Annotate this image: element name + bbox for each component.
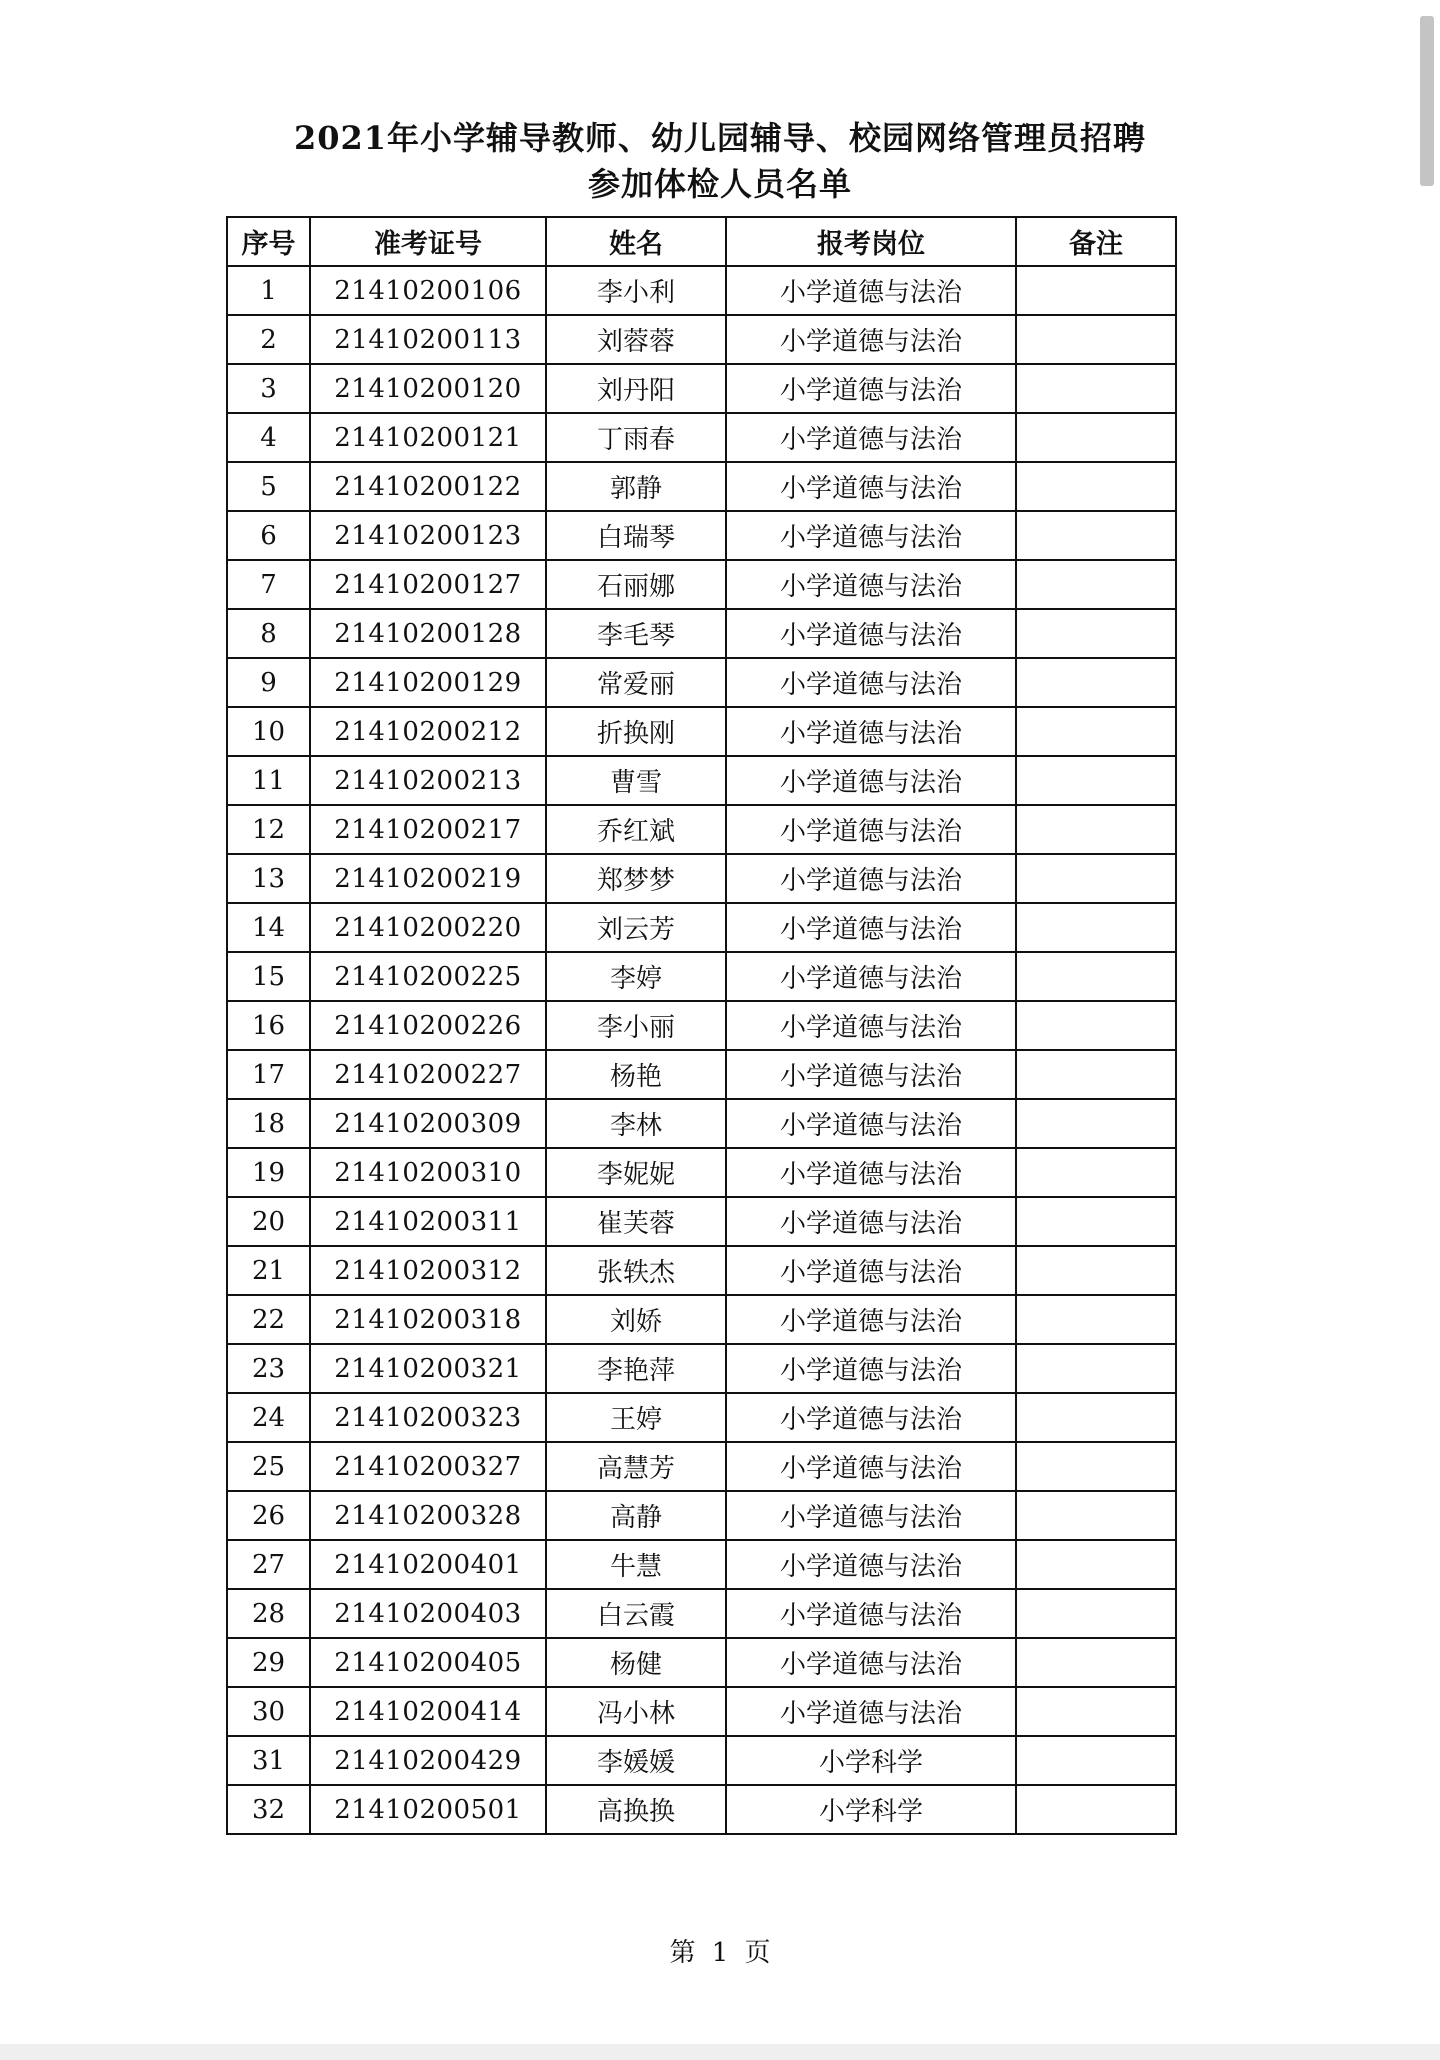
table-row (227, 1246, 1176, 1295)
cell-remarks (1016, 364, 1176, 413)
table-row (227, 1050, 1176, 1099)
cell-index: 4 (227, 413, 310, 462)
table-row (227, 560, 1176, 609)
cell-remarks (1016, 315, 1176, 364)
cell-name: 刘丹阳 (546, 364, 726, 413)
cell-remarks (1016, 266, 1176, 315)
cell-remarks (1016, 1785, 1176, 1834)
cell-name: 白云霞 (546, 1589, 726, 1638)
cell-remarks (1016, 1099, 1176, 1148)
cell-name: 张轶杰 (546, 1246, 726, 1295)
cell-remarks (1016, 609, 1176, 658)
cell-position: 小学道德与法治 (726, 560, 1016, 609)
table-row (227, 609, 1176, 658)
table-row (227, 1148, 1176, 1197)
vertical-scrollbar[interactable] (1420, 16, 1434, 186)
cell-exam-id: 21410200327 (310, 1442, 546, 1491)
table-row (227, 1491, 1176, 1540)
table-row (227, 1442, 1176, 1491)
cell-position: 小学道德与法治 (726, 854, 1016, 903)
cell-exam-id: 21410200127 (310, 560, 546, 609)
cell-index: 7 (227, 560, 310, 609)
cell-exam-id: 21410200219 (310, 854, 546, 903)
cell-position: 小学道德与法治 (726, 707, 1016, 756)
cell-index: 3 (227, 364, 310, 413)
cell-remarks (1016, 413, 1176, 462)
cell-name: 刘娇 (546, 1295, 726, 1344)
cell-remarks (1016, 1589, 1176, 1638)
cell-exam-id: 21410200401 (310, 1540, 546, 1589)
table-header-row (227, 217, 1176, 266)
cell-position: 小学科学 (726, 1736, 1016, 1785)
cell-remarks (1016, 1736, 1176, 1785)
cell-exam-id: 21410200227 (310, 1050, 546, 1099)
cell-position: 小学道德与法治 (726, 658, 1016, 707)
cell-exam-id: 21410200328 (310, 1491, 546, 1540)
cell-index: 15 (227, 952, 310, 1001)
cell-index: 10 (227, 707, 310, 756)
table-row (227, 903, 1176, 952)
cell-name: 李林 (546, 1099, 726, 1148)
cell-remarks (1016, 1638, 1176, 1687)
cell-index: 16 (227, 1001, 310, 1050)
cell-exam-id: 21410200128 (310, 609, 546, 658)
cell-remarks (1016, 805, 1176, 854)
table-row (227, 952, 1176, 1001)
cell-exam-id: 21410200123 (310, 511, 546, 560)
cell-index: 12 (227, 805, 310, 854)
cell-exam-id: 21410200106 (310, 266, 546, 315)
cell-exam-id: 21410200121 (310, 413, 546, 462)
cell-remarks (1016, 462, 1176, 511)
table-row (227, 1589, 1176, 1638)
cell-position: 小学道德与法治 (726, 1099, 1016, 1148)
cell-name: 牛慧 (546, 1540, 726, 1589)
cell-exam-id: 21410200323 (310, 1393, 546, 1442)
header-position: 报考岗位 (726, 217, 1016, 266)
cell-index: 2 (227, 315, 310, 364)
table-row (227, 266, 1176, 315)
cell-exam-id: 21410200318 (310, 1295, 546, 1344)
viewer-bottom-band (0, 2044, 1440, 2060)
cell-position: 小学道德与法治 (726, 1393, 1016, 1442)
cell-remarks (1016, 1246, 1176, 1295)
table-row (227, 1393, 1176, 1442)
cell-exam-id: 21410200309 (310, 1099, 546, 1148)
cell-exam-id: 21410200212 (310, 707, 546, 756)
table-row (227, 1736, 1176, 1785)
table-row (227, 1295, 1176, 1344)
cell-index: 13 (227, 854, 310, 903)
table-row (227, 1099, 1176, 1148)
cell-exam-id: 21410200312 (310, 1246, 546, 1295)
table-row (227, 1344, 1176, 1393)
cell-remarks (1016, 1540, 1176, 1589)
header-name: 姓名 (546, 217, 726, 266)
cell-exam-id: 21410200414 (310, 1687, 546, 1736)
cell-exam-id: 21410200217 (310, 805, 546, 854)
cell-position: 小学道德与法治 (726, 1589, 1016, 1638)
cell-exam-id: 21410200113 (310, 315, 546, 364)
cell-remarks (1016, 1393, 1176, 1442)
cell-exam-id: 21410200122 (310, 462, 546, 511)
cell-remarks (1016, 511, 1176, 560)
document-subtitle: 参加体检人员名单 (587, 165, 852, 203)
cell-index: 8 (227, 609, 310, 658)
table-row (227, 1001, 1176, 1050)
cell-index: 22 (227, 1295, 310, 1344)
cell-position: 小学道德与法治 (726, 511, 1016, 560)
cell-position: 小学道德与法治 (726, 805, 1016, 854)
candidate-table (226, 216, 1177, 1835)
cell-name: 杨健 (546, 1638, 726, 1687)
cell-remarks (1016, 756, 1176, 805)
cell-position: 小学道德与法治 (726, 1050, 1016, 1099)
table-row (227, 658, 1176, 707)
cell-exam-id: 21410200321 (310, 1344, 546, 1393)
table-row (227, 707, 1176, 756)
cell-index: 25 (227, 1442, 310, 1491)
cell-name: 冯小林 (546, 1687, 726, 1736)
table-row (227, 1197, 1176, 1246)
cell-exam-id: 21410200220 (310, 903, 546, 952)
cell-position: 小学道德与法治 (726, 266, 1016, 315)
cell-position: 小学道德与法治 (726, 413, 1016, 462)
cell-position: 小学道德与法治 (726, 1001, 1016, 1050)
cell-position: 小学道德与法治 (726, 1295, 1016, 1344)
cell-name: 高慧芳 (546, 1442, 726, 1491)
table-row (227, 1687, 1176, 1736)
header-exam-id: 准考证号 (310, 217, 546, 266)
cell-index: 9 (227, 658, 310, 707)
cell-name: 白瑞琴 (546, 511, 726, 560)
cell-exam-id: 21410200226 (310, 1001, 546, 1050)
cell-index: 17 (227, 1050, 310, 1099)
cell-name: 折换刚 (546, 707, 726, 756)
cell-index: 24 (227, 1393, 310, 1442)
document-title: 2021年小学辅导教师、幼儿园辅导、校园网络管理员招聘 (293, 119, 1147, 157)
cell-name: 高静 (546, 1491, 726, 1540)
cell-index: 14 (227, 903, 310, 952)
cell-name: 李艳萍 (546, 1344, 726, 1393)
cell-position: 小学道德与法治 (726, 1540, 1016, 1589)
cell-exam-id: 21410200501 (310, 1785, 546, 1834)
cell-name: 石丽娜 (546, 560, 726, 609)
cell-position: 小学道德与法治 (726, 462, 1016, 511)
cell-exam-id: 21410200310 (310, 1148, 546, 1197)
table-row (227, 1638, 1176, 1687)
cell-name: 李毛琴 (546, 609, 726, 658)
cell-remarks (1016, 903, 1176, 952)
cell-name: 曹雪 (546, 756, 726, 805)
cell-position: 小学道德与法治 (726, 1197, 1016, 1246)
table-row (227, 315, 1176, 364)
cell-index: 30 (227, 1687, 310, 1736)
header-remarks: 备注 (1016, 217, 1176, 266)
cell-index: 5 (227, 462, 310, 511)
table-row (227, 462, 1176, 511)
cell-remarks (1016, 1295, 1176, 1344)
cell-index: 26 (227, 1491, 310, 1540)
cell-index: 1 (227, 266, 310, 315)
table-row (227, 511, 1176, 560)
cell-index: 27 (227, 1540, 310, 1589)
cell-remarks (1016, 854, 1176, 903)
cell-exam-id: 21410200403 (310, 1589, 546, 1638)
cell-remarks (1016, 1344, 1176, 1393)
cell-remarks (1016, 1491, 1176, 1540)
cell-remarks (1016, 1442, 1176, 1491)
cell-remarks (1016, 1148, 1176, 1197)
cell-index: 28 (227, 1589, 310, 1638)
cell-name: 李媛媛 (546, 1736, 726, 1785)
cell-exam-id: 21410200120 (310, 364, 546, 413)
cell-name: 王婷 (546, 1393, 726, 1442)
cell-position: 小学道德与法治 (726, 315, 1016, 364)
cell-index: 20 (227, 1197, 310, 1246)
cell-remarks (1016, 1197, 1176, 1246)
cell-exam-id: 21410200311 (310, 1197, 546, 1246)
cell-remarks (1016, 952, 1176, 1001)
table-row (227, 413, 1176, 462)
page-number: 第 1 页 (669, 1938, 771, 1968)
cell-name: 丁雨春 (546, 413, 726, 462)
cell-index: 18 (227, 1099, 310, 1148)
table-row (227, 364, 1176, 413)
cell-remarks (1016, 707, 1176, 756)
cell-exam-id: 21410200129 (310, 658, 546, 707)
cell-name: 郭静 (546, 462, 726, 511)
cell-position: 小学道德与法治 (726, 1148, 1016, 1197)
cell-name: 高换换 (546, 1785, 726, 1834)
cell-name: 常爱丽 (546, 658, 726, 707)
cell-name: 李小丽 (546, 1001, 726, 1050)
cell-name: 刘蓉蓉 (546, 315, 726, 364)
cell-position: 小学道德与法治 (726, 364, 1016, 413)
header-index: 序号 (227, 217, 310, 266)
cell-index: 29 (227, 1638, 310, 1687)
cell-index: 11 (227, 756, 310, 805)
cell-exam-id: 21410200225 (310, 952, 546, 1001)
cell-position: 小学道德与法治 (726, 1687, 1016, 1736)
cell-name: 刘云芳 (546, 903, 726, 952)
cell-remarks (1016, 1687, 1176, 1736)
cell-index: 23 (227, 1344, 310, 1393)
cell-remarks (1016, 560, 1176, 609)
table-row (227, 854, 1176, 903)
cell-name: 乔红斌 (546, 805, 726, 854)
cell-name: 郑梦梦 (546, 854, 726, 903)
cell-position: 小学道德与法治 (726, 1638, 1016, 1687)
table-row (227, 1785, 1176, 1834)
cell-name: 李婷 (546, 952, 726, 1001)
table-row (227, 805, 1176, 854)
cell-remarks (1016, 1001, 1176, 1050)
cell-exam-id: 21410200405 (310, 1638, 546, 1687)
cell-position: 小学道德与法治 (726, 1491, 1016, 1540)
cell-name: 杨艳 (546, 1050, 726, 1099)
table-row (227, 1540, 1176, 1589)
cell-exam-id: 21410200213 (310, 756, 546, 805)
cell-remarks (1016, 658, 1176, 707)
table-body (227, 266, 1176, 1834)
cell-index: 6 (227, 511, 310, 560)
cell-position: 小学道德与法治 (726, 1442, 1016, 1491)
cell-name: 李妮妮 (546, 1148, 726, 1197)
cell-index: 19 (227, 1148, 310, 1197)
cell-remarks (1016, 1050, 1176, 1099)
cell-position: 小学科学 (726, 1785, 1016, 1834)
cell-name: 李小利 (546, 266, 726, 315)
cell-position: 小学道德与法治 (726, 1344, 1016, 1393)
cell-position: 小学道德与法治 (726, 1246, 1016, 1295)
cell-exam-id: 21410200429 (310, 1736, 546, 1785)
cell-position: 小学道德与法治 (726, 756, 1016, 805)
cell-position: 小学道德与法治 (726, 952, 1016, 1001)
cell-name: 崔芙蓉 (546, 1197, 726, 1246)
cell-index: 32 (227, 1785, 310, 1834)
cell-position: 小学道德与法治 (726, 903, 1016, 952)
table-row (227, 756, 1176, 805)
cell-position: 小学道德与法治 (726, 609, 1016, 658)
cell-index: 21 (227, 1246, 310, 1295)
cell-index: 31 (227, 1736, 310, 1785)
